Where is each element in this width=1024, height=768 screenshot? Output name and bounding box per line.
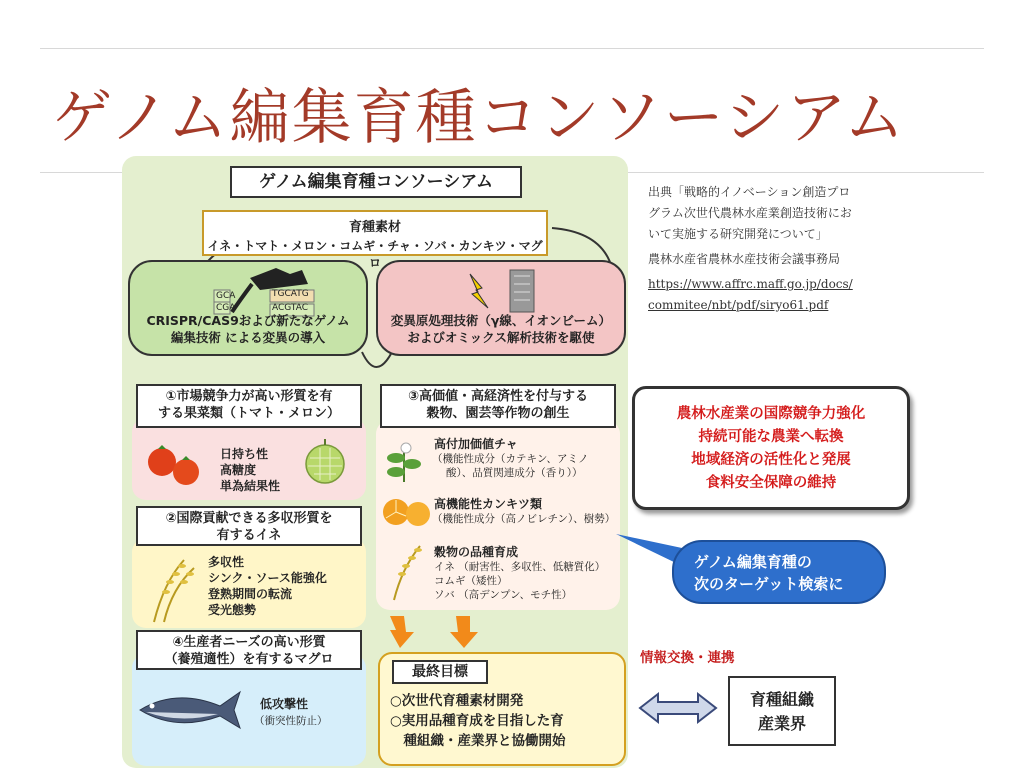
- section3-heading: [380, 384, 616, 428]
- materials-heading: 育種素材: [348, 220, 401, 235]
- tea-sub1: （機能性成分（カテキン、アミノ: [432, 453, 589, 465]
- industry-line1: 育種組織: [749, 690, 814, 709]
- tuna-icon: [136, 684, 246, 734]
- double-arrow-icon: [638, 690, 718, 726]
- tea-title: 高付加価値チャ: [434, 437, 518, 451]
- trait-sink-source: シンク・ソース能強化: [208, 571, 327, 585]
- source-line3: いて実施する研究開発について」: [648, 227, 828, 241]
- radiation-building-icon: [458, 266, 548, 316]
- section1-heading-line2: する果菜類（トマト・メロン）: [157, 406, 340, 421]
- grain-sub1: イネ （耐害性、多収性、低糖質化）: [434, 561, 606, 573]
- rice-icon: [144, 552, 200, 624]
- industry-line2: 産業界: [757, 714, 806, 733]
- citrus-title: 高機能性カンキツ類: [434, 497, 543, 511]
- source-url2[interactable]: commitee/nbt/pdf/siryo61.pdf: [648, 298, 829, 312]
- goal-sustainable: 持続可能な農業へ転換: [698, 429, 844, 445]
- section3-heading-line2: 穀物、園芸等作物の創生: [426, 406, 570, 421]
- bubble-line2: 次のターゲット検索に: [694, 575, 844, 593]
- crispr-line2: 編集技術 による変異の導入: [170, 330, 326, 345]
- breeding-materials-box: [202, 210, 548, 270]
- trait-shelf-life: 日持ち性: [220, 447, 269, 461]
- tea-icon: [384, 438, 424, 484]
- mutagen-line1: 変異原処理技術（γ線、イオンビーム）: [390, 313, 612, 328]
- dna-left: GCA: [216, 291, 236, 301]
- final-goal-box: [378, 652, 626, 766]
- grain-title: 穀物の品種育成: [434, 545, 519, 559]
- dna-top: TGCATG: [272, 289, 309, 299]
- policy-goals-box: [632, 386, 910, 510]
- section1-heading-line1: ①市場競争力が高い形質を有: [165, 389, 333, 404]
- section2-heading: [136, 506, 362, 546]
- trait-high-sugar: 高糖度: [220, 463, 257, 477]
- goal-food-security: 食料安全保障の維持: [705, 475, 837, 491]
- dna-left2: CGA: [216, 303, 236, 313]
- citrus-icon: [380, 494, 434, 528]
- materials-crops: イネ・トマト・メロン・コムギ・チャ・ソバ・カンキツ・マグロ: [207, 239, 543, 270]
- section1-heading: [136, 384, 362, 428]
- top-rule: [40, 48, 984, 49]
- section1-traits: [220, 446, 280, 494]
- goal-international: 農林水産業の国際競争力強化: [676, 406, 866, 422]
- slide-title: ゲノム編集育種コンソーシアム: [52, 83, 907, 153]
- goal-line2: ○実用品種育成を目指した育: [390, 713, 564, 729]
- source-line1: 出典「戦略的イノベーション創造プロ: [648, 185, 851, 199]
- section2-heading-line1: ②国際貢献できる多収形質を: [165, 511, 333, 526]
- trait-parthenocarpy: 単為結果性: [220, 479, 281, 493]
- grain-sub3: ソバ （高デンプン、モチ性）: [434, 589, 573, 601]
- goal-line3: 種組織・産業界と協働開始: [390, 733, 566, 749]
- mutagen-line2: およびオミックス解析技術を駆使: [407, 330, 595, 345]
- trait-high-yield: 多収性: [208, 555, 245, 569]
- section3-heading-line1: ③高価値・高経済性を付与する: [407, 389, 588, 404]
- source-citation: [648, 182, 908, 316]
- section4-heading-line1: ④生産者ニーズの高い形質: [172, 635, 326, 650]
- tea-sub2: 酸）、品質関連成分（香り））: [446, 467, 583, 479]
- tomato-icon: [144, 440, 206, 490]
- section4-heading-line2: （養殖適性）を有するマグロ: [164, 652, 334, 667]
- trait-light-reception: 受光態勢: [208, 603, 257, 617]
- crispr-text: [130, 312, 366, 346]
- goal-regional: 地域経済の活性化と発展: [691, 452, 851, 468]
- source-line4: 農林水産省農林水産技術会議事務局: [648, 252, 841, 266]
- diagram-title: ゲノム編集育種コンソーシアム: [230, 166, 522, 198]
- source-line2: グラム次世代農林水産業創造技術にお: [648, 206, 852, 220]
- bubble-line1: ゲノム編集育種の: [694, 553, 812, 571]
- grain-icon: [386, 540, 426, 602]
- goal-line1: ○次世代育種素材開発: [390, 693, 524, 709]
- consortium-diagram: [122, 156, 628, 768]
- grain-sub2: コムギ（矮性）: [434, 575, 508, 587]
- industry-box: [728, 676, 836, 746]
- section4-trait-sub: （衝突性防止）: [254, 715, 328, 727]
- next-target-bubble: [672, 540, 886, 604]
- melon-icon: [300, 436, 350, 486]
- final-goal-heading: 最終目標: [392, 660, 488, 684]
- section2-heading-line2: 有するイネ: [216, 528, 282, 543]
- citrus-sub: （機能性成分（高ノビレチン）、樹勢）: [432, 513, 616, 525]
- goal-arrows: [384, 612, 494, 652]
- exchange-label: 情報交換・連携: [640, 650, 735, 666]
- crispr-line1: CRISPR/CAS9および新たなゲノム: [146, 313, 350, 328]
- trait-translocation: 登熟期間の転流: [208, 587, 293, 601]
- mutagen-text: [378, 312, 624, 346]
- crispr-box: [128, 260, 368, 356]
- section4-trait: 低攻撃性: [260, 697, 309, 711]
- mutagen-box: [376, 260, 626, 356]
- source-url1[interactable]: https://www.affrc.maff.go.jp/docs/: [648, 277, 853, 291]
- section4-heading: [136, 630, 362, 670]
- section2-traits: [208, 554, 327, 618]
- dna-bottom: ACGTAC: [272, 303, 309, 313]
